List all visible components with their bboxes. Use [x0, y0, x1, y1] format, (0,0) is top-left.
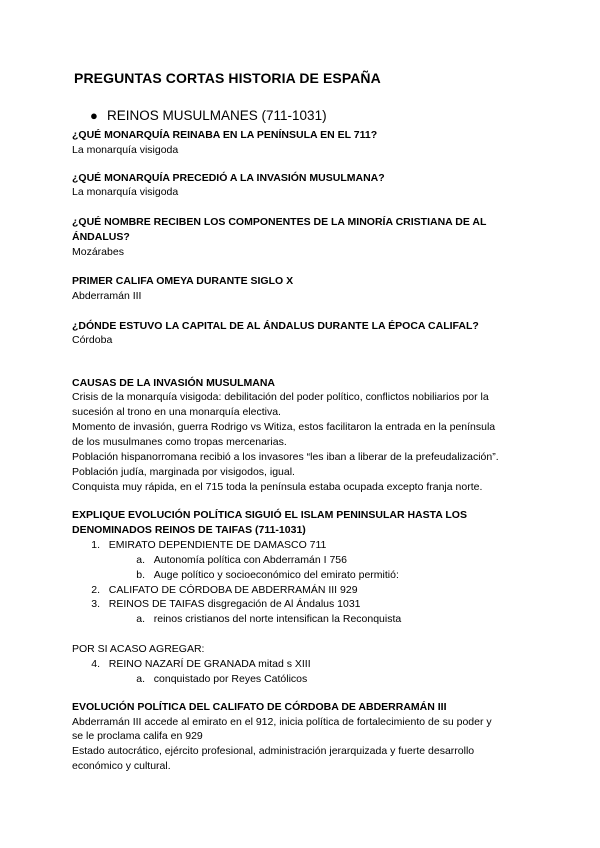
section-title: REINOS MUSULMANES (711-1031) [107, 108, 327, 123]
list-item [80, 658, 311, 670]
list-text: Auge político y socioeconómico del emirato permitió: [153, 569, 399, 581]
paragraph-line: Abderramán III accede al emirato en el 912, inicia política de fortalecimiento de su poder y [72, 716, 492, 728]
paragraph-line: Conquista muy rápida, en el 715 toda la península estaba ocupada excepto franja norte. [72, 481, 483, 493]
list-item [80, 539, 326, 551]
list-text: reinos cristianos del norte intensifican la Reconquista [153, 613, 402, 625]
answer: La monarquía visigoda [72, 186, 179, 198]
list-item [125, 569, 399, 581]
paragraph-line: se le proclama califa en 929 [72, 730, 203, 742]
list-item [125, 554, 347, 566]
list-item [125, 613, 401, 625]
evolution-heading-continuation: DENOMINADOS REINOS DE TAIFAS (711-1031) [72, 524, 306, 536]
list-number: a. [136, 613, 145, 625]
list-text: REINO NAZARÍ DE GRANADA mitad s XIII [108, 658, 311, 670]
list-item [80, 598, 361, 610]
list-number: b. [136, 569, 145, 581]
bullet-icon: ● [90, 108, 98, 123]
paragraph-line: Población judía, marginada por visigodos, igual. [72, 466, 295, 478]
question: ¿QUÉ NOMBRE RECIBEN LOS COMPONENTES DE LA MINORÍA CRISTIANA DE AL [72, 216, 487, 228]
paragraph-line: Crisis de la monarquía visigoda: debilitación del poder político, conflictos nobiliarios por la [72, 391, 489, 403]
list-number: 4. [91, 658, 100, 670]
list-item [80, 584, 358, 596]
question: PRIMER CALIFA OMEYA DURANTE SIGLO X [72, 275, 294, 287]
paragraph-line: de los musulmanes como tropas mercenarias. [72, 436, 287, 448]
list-number: 2. [91, 584, 100, 596]
list-number: 3. [91, 598, 100, 610]
paragraph-line: económico y cultural. [72, 760, 171, 772]
answer: Córdoba [72, 334, 113, 346]
paragraph-line: sucesión al trono en una monarquía electiva. [72, 406, 281, 418]
list-text: REINOS DE TAIFAS disgregación de Al Ándalus 1031 [108, 598, 361, 610]
paragraph-line: Momento de invasión, guerra Rodrigo vs Witiza, estos facilitaron la entrada en la península [72, 421, 496, 433]
paragraph-line: Estado autocrático, ejército profesional, administración jerarquizada y fuerte desarrollo [72, 745, 475, 757]
question-continuation: ÁNDALUS? [72, 231, 130, 243]
answer: Mozárabes [72, 246, 124, 258]
question: ¿QUÉ MONARQUÍA PRECEDIÓ A LA INVASIÓN MUSULMANA? [72, 172, 385, 184]
document-title: PREGUNTAS CORTAS HISTORIA DE ESPAÑA [74, 70, 381, 86]
list-item [125, 673, 307, 685]
list-text: Autonomía política con Abderramán I 756 [153, 554, 347, 566]
paragraph-line: Población hispanorromana recibió a los invasores “les iban a liberar de la prefeudalización”. [72, 451, 499, 463]
list-number: a. [136, 554, 145, 566]
answer: Abderramán III [72, 290, 142, 302]
question: ¿QUÉ MONARQUÍA REINABA EN LA PENÍNSULA EN EL 711? [72, 129, 378, 141]
califato-heading: EVOLUCIÓN POLÍTICA DEL CALIFATO DE CÓRDOBA DE ABDERRAMÁN III [72, 701, 447, 713]
extra-label: POR SI ACASO AGREGAR: [72, 643, 205, 655]
evolution-heading: EXPLIQUE EVOLUCIÓN POLÍTICA SIGUIÓ EL ISLAM PENINSULAR HASTA LOS [72, 509, 467, 521]
answer: La monarquía visigoda [72, 144, 179, 156]
list-text: CALIFATO DE CÓRDOBA DE ABDERRAMÁN III 929 [108, 584, 358, 596]
list-text: EMIRATO DEPENDIENTE DE DAMASCO 711 [108, 539, 327, 551]
list-number: 1. [91, 539, 100, 551]
list-number: a. [136, 673, 145, 685]
question: ¿DÓNDE ESTUVO LA CAPITAL DE AL ÁNDALUS DURANTE LA ÉPOCA CALIFAL? [72, 320, 479, 332]
causes-heading: CAUSAS DE LA INVASIÓN MUSULMANA [72, 377, 276, 389]
list-text: conquistado por Reyes Católicos [153, 673, 308, 685]
